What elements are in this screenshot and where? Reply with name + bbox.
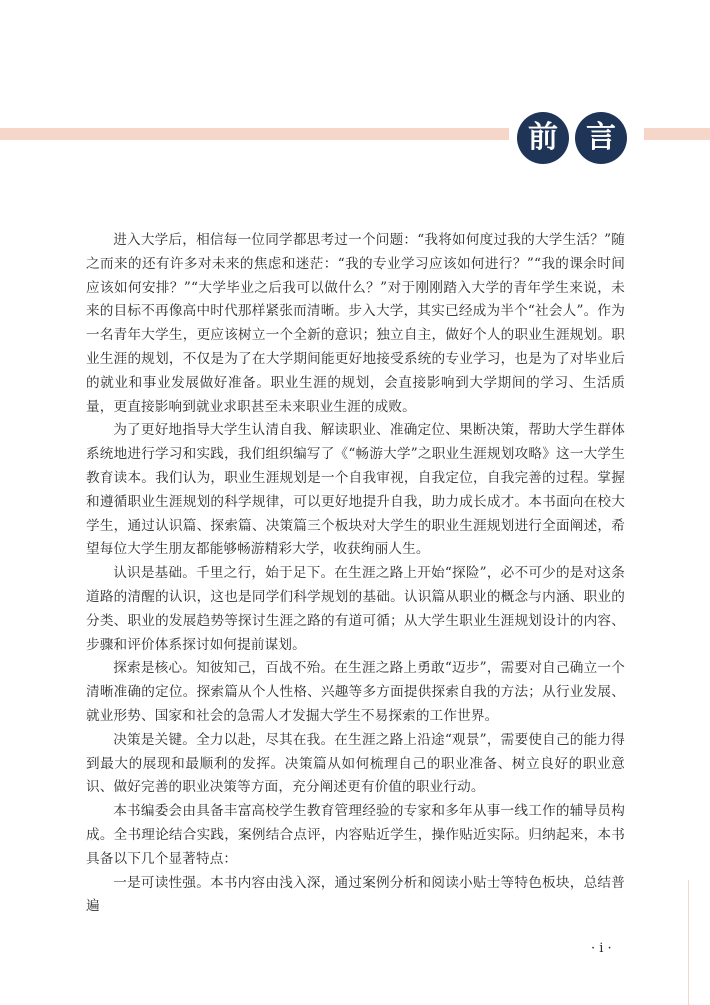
paragraph: 认识是基础。千里之行，始于足下。在生涯之路上开始“探险”，必不可少的是对这条道路的清醒的认识，这也是同学们科学规划的基础。认识篇从职业的概念与内涵、职业的分类、职业的发展趋势等探讨生涯之路的有道可循；从大学生职业生涯规划设计的内容、步骤和评价体系探讨如何提前谋划。 — [86, 565, 625, 653]
paragraph: 本书编委会由具备丰富高校学生教育管理经验的专家和多年从事一线工作的辅导员构成。全书理论结合实践，案例结合点评，内容贴近学生，操作贴近实际。归纳起来，本书具备以下几个显著特点： — [86, 803, 625, 867]
margin-rule — [688, 880, 689, 1005]
page-title — [517, 112, 627, 164]
page-number: · i · — [591, 941, 612, 956]
paragraph: 为了更好地指导大学生认清自我、解读职业、准确定位、果断决策，帮助大学生群体系统地进行学习和实践，我们组织编写了《“畅游大学”之职业生涯规划攻略》这一大学生教育读本。我们认为，职业生涯规划是一个自我审视，自我定位，自我完善的过程。掌握和遵循职业生涯规划的科学规律，可以更好地提升自我，助力成长成才。本书面向在校大学生，通过认识篇、探索篇、决策篇三个板块对大学生的职业生涯规划进行全面阐述，希望每位大学生朋友都能够畅游精彩大学，收获绚丽人生。 — [86, 422, 625, 558]
paragraph: 决策是关键。全力以赴，尽其在我。在生涯之路上沿途“观景”，需要使自己的能力得到最大的展现和最顺利的发挥。决策篇从如何梳理自己的职业准备、树立良好的职业意识、做好完善的职业决策等方面，充分阐述更有价值的职业行动。 — [86, 731, 625, 796]
paragraph: 进入大学后，相信每一位同学都思考过一个问题：“我将如何度过我的大学生活？”随之而来的还有许多对未来的焦虑和迷茫：“我的专业学习应该如何进行？”“我的课余时间应该如何安排？”“大学毕业之后我可以做什么？”对于刚刚踏入大学的青年学生来说，未来的目标不再像高中时代那样紧张而清晰。步入大学，其实已经成为半个“社会人”。作为一名青年大学生，更应该树立一个全新的意识；独立自主，做好个人的职业生涯规划。职业生涯的规划，不仅是为了在大学期间能更好地接受系统的专业学习，也是为了对毕业后的就业和事业发展做好准备。职业生涯的规划，会直接影响到大学期间的学习、生活质量，更直接影响到就业求职甚至未来职业生涯的成败。 — [86, 232, 625, 415]
paragraph: 一是可读性强。本书内容由浅入深，通过案例分析和阅读小贴士等特色板块，总结普遍 — [86, 874, 625, 915]
body-text — [86, 229, 625, 919]
header-band-right — [644, 128, 710, 140]
header-band-left — [0, 128, 509, 140]
paragraph: 探索是核心。知彼知己，百战不殆。在生涯之路上勇敢“迈步”，需要对自己确立一个清晰准确的定位。探索篇从个人性格、兴趣等多方面提供探索自我的方法；从行业发展、就业形势、国家和社会的急需人才发掘大学生不易探索的工作世界。 — [86, 660, 625, 724]
title-char-2: 言 — [575, 112, 627, 164]
title-char-1: 前 — [517, 112, 569, 164]
